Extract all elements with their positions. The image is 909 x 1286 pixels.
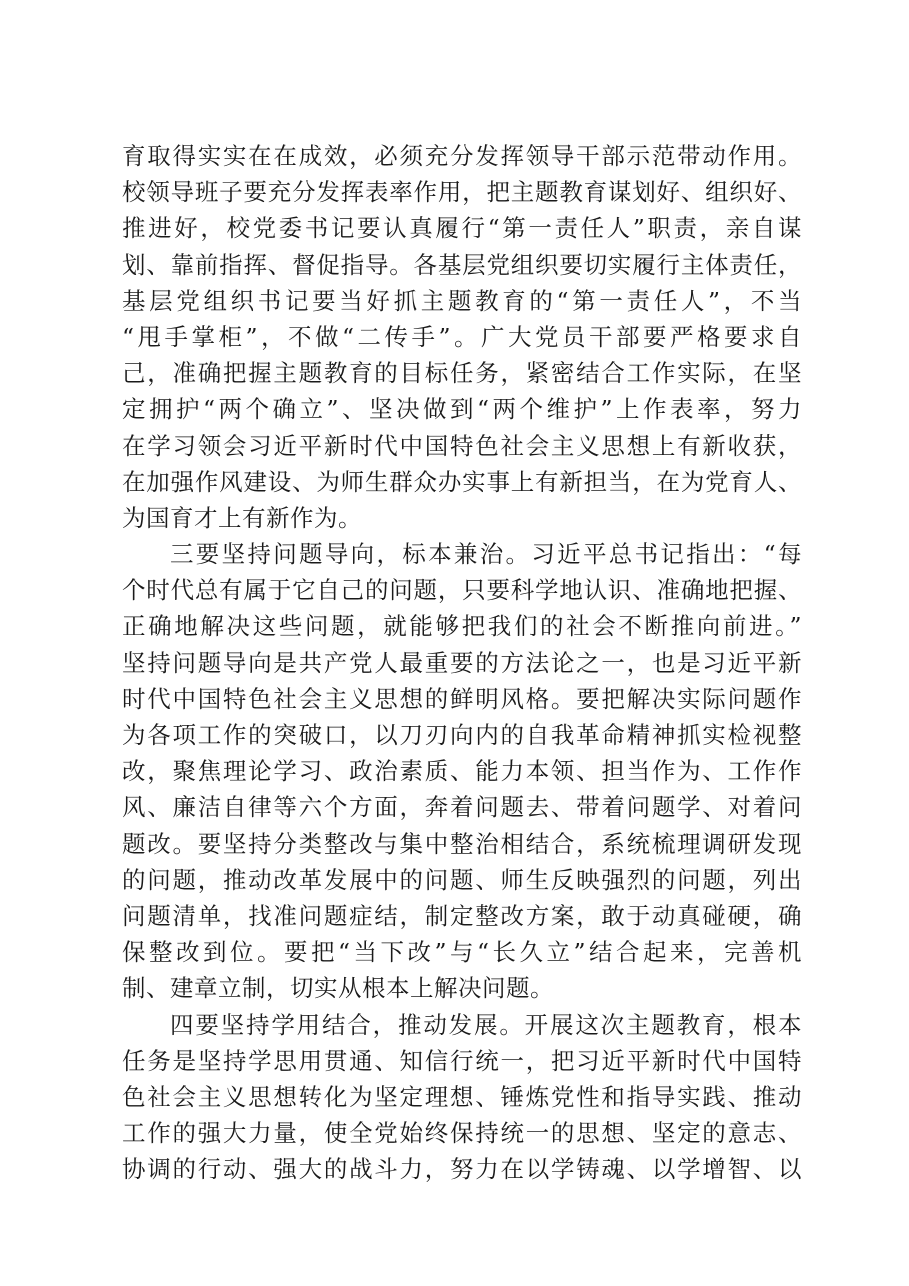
text-line: 风、廉洁自律等六个方面，奔着问题去、带着问题学、对着问 — [122, 793, 802, 822]
text-line: “甩手掌柜”，不做“二传手”。广大党员干部要严格要求自 — [122, 322, 802, 351]
text-line: 校领导班子要充分发挥表率作用，把主题教育谋划好、组织好、 — [122, 178, 802, 207]
text-line: 四要坚持学用结合，推动发展。开展这次主题教育，根本 — [170, 1010, 802, 1039]
text-line: 三要坚持问题导向，标本兼治。习近平总书记指出：“每 — [170, 540, 802, 569]
text-line: 色社会主义思想转化为坚定理想、锤炼党性和指导实践、推动 — [122, 1082, 802, 1111]
text-line: 正确地解决这些问题，就能够把我们的社会不断推向前进。” — [122, 612, 802, 641]
text-line: 保整改到位。要把“当下改”与“长久立”结合起来，完善机 — [122, 938, 802, 967]
text-line: 在学习领会习近平新时代中国特色社会主义思想上有新收获， — [122, 431, 802, 460]
paragraph-1 — [122, 138, 802, 536]
text-line: 工作的强大力量，使全党始终保持统一的思想、坚定的意志、 — [122, 1119, 802, 1148]
text-line: 制、建章立制，切实从根本上解决问题。 — [122, 974, 554, 1003]
text-line: 育取得实实在在成效，必须充分发挥领导干部示范带动作用。 — [122, 142, 802, 170]
text-line: 推进好，校党委书记要认真履行“第一责任人”职责，亲自谋 — [122, 214, 802, 243]
text-line: 协调的行动、强大的战斗力，努力在以学铸魂、以学增智、以 — [122, 1155, 802, 1184]
text-line: 在加强作风建设、为师生群众办实事上有新担当，在为党育人、 — [122, 467, 802, 496]
text-line: 改，聚焦理论学习、政治素质、能力本领、担当作为、工作作 — [122, 757, 802, 786]
text-line: 题改。要坚持分类整改与集中整治相结合，系统梳理调研发现 — [122, 829, 802, 858]
text-line: 为各项工作的突破口，以刀刃向内的自我革命精神抓实检视整 — [122, 721, 802, 749]
document-body — [122, 138, 802, 1187]
text-line: 己，准确把握主题教育的目标任务，紧密结合工作实际，在坚 — [122, 359, 802, 388]
text-line: 个时代总有属于它自己的问题，只要科学地认识、准确地把握、 — [122, 576, 802, 605]
paragraph-2 — [122, 536, 802, 1006]
text-line: 基层党组织书记要当好抓主题教育的“第一责任人”，不当 — [122, 286, 802, 315]
text-line: 为国育才上有新作为。 — [122, 503, 362, 532]
text-line: 坚持问题导向是共产党人最重要的方法论之一，也是习近平新 — [122, 648, 802, 677]
text-line: 定拥护“两个确立”、坚决做到“两个维护”上作表率，努力 — [122, 395, 802, 424]
text-line: 任务是坚持学思用贯通、知信行统一，把习近平新时代中国特 — [122, 1046, 802, 1075]
text-line: 划、靠前指挥、督促指导。各基层党组织要切实履行主体责任， — [122, 250, 802, 279]
paragraph-3 — [122, 1007, 802, 1188]
text-line: 的问题，推动改革发展中的问题、师生反映强烈的问题，列出 — [122, 865, 802, 894]
text-line: 问题清单，找准问题症结，制定整改方案，敢于动真碰硬，确 — [122, 901, 802, 930]
text-line: 时代中国特色社会主义思想的鲜明风格。要把解决实际问题作 — [122, 684, 802, 713]
